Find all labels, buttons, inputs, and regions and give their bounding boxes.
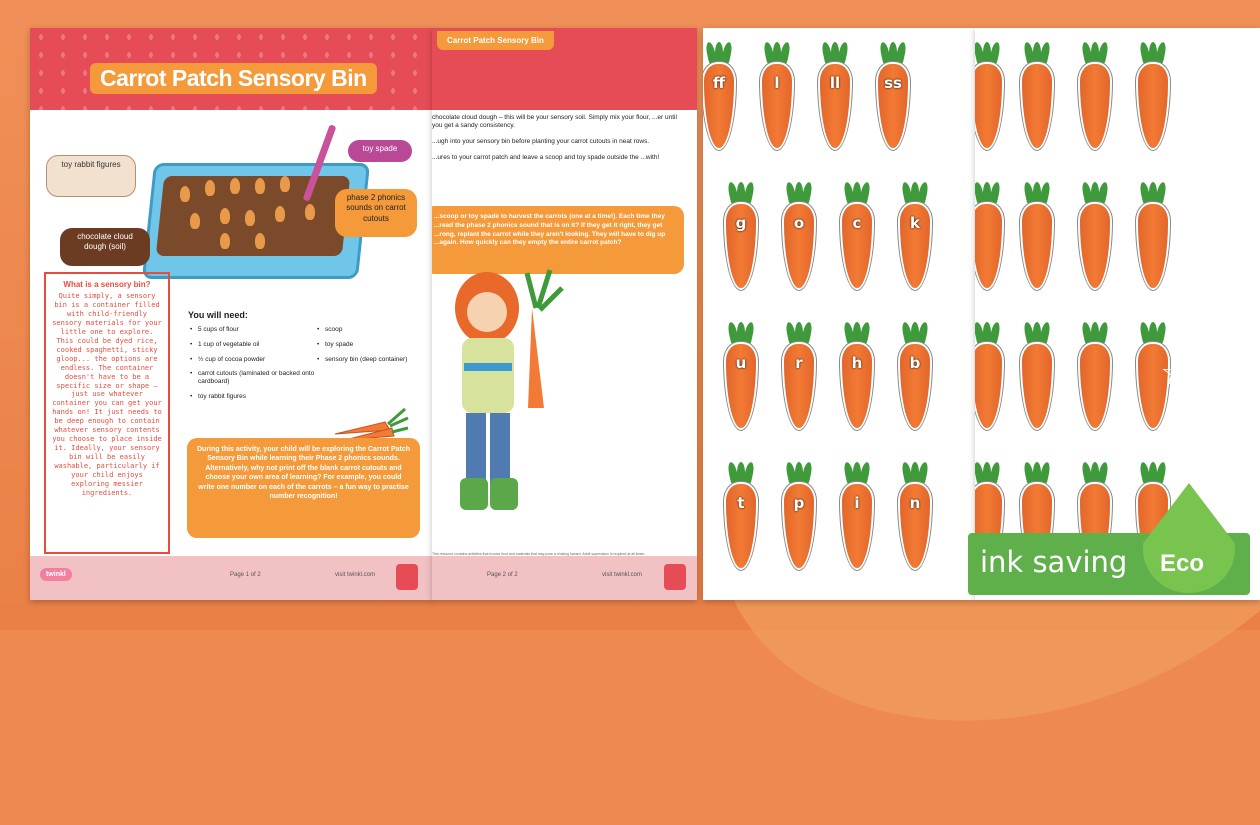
carrot-illustration: [280, 176, 290, 192]
callout-toy-spade: toy spade: [348, 140, 412, 162]
materials-list-2: [317, 326, 427, 370]
footer-url: visit twinkl.com: [335, 572, 376, 578]
carrot-cutout: [891, 318, 939, 430]
carrot-leaf: [859, 321, 871, 344]
instruction-2: ...ugh into your sensory bin before planting your carrot cutouts in neat rows.: [432, 138, 650, 145]
carrot-letter: ll: [829, 74, 841, 92]
carrot-leaf: [859, 181, 871, 204]
carrot-leaf: [989, 41, 1001, 64]
carrot-leaf: [743, 181, 755, 204]
carrot-illustration: [305, 204, 315, 220]
girl-illustration: [432, 268, 572, 548]
star-icon: ☆: [1160, 352, 1193, 393]
carrot-letter: b: [909, 354, 921, 372]
carrot-cutout: [1071, 38, 1119, 150]
carrot-cutout: [775, 458, 823, 570]
page-2: [432, 28, 697, 600]
carrot-illustration: [275, 206, 285, 222]
carrot-leaf: [721, 41, 733, 64]
carrot-cutout: [775, 318, 823, 430]
carrot-cutout: [717, 458, 765, 570]
carrot-cutout: [703, 38, 743, 150]
sensory-bin-info-box: [44, 272, 170, 554]
carrot-cutout: [891, 178, 939, 290]
carrot-leaf: [1097, 41, 1109, 64]
page-number: Page 2 of 2: [487, 572, 518, 578]
carrot-letter: c: [852, 214, 862, 232]
carrot-letter: g: [735, 214, 747, 232]
carrot-illustration: [205, 180, 215, 196]
carrot-letter: n: [909, 494, 921, 512]
small-print: This resource contains activities that involve food and materials that may pose a choking hazard. Adult supervision is required at all times.: [432, 552, 646, 556]
carrot-cutout: [1129, 38, 1177, 150]
carrot-cutout: [717, 318, 765, 430]
badge-icon: [664, 564, 686, 590]
carrot-root: [1080, 204, 1110, 288]
carrot-leaf: [917, 321, 929, 344]
carrot-root: [975, 204, 1002, 288]
carrot-root: [1138, 204, 1168, 288]
carrot-leaf: [989, 461, 1001, 484]
list-item: • 5 cups of flour: [190, 326, 315, 334]
carrot-leaf: [801, 461, 813, 484]
star-icon: ☆: [1225, 253, 1251, 284]
carrot-root: [975, 344, 1002, 428]
carrot-cutout: [1013, 178, 1061, 290]
carrot-illustration: [220, 208, 230, 224]
carrot-leaf: [1039, 321, 1051, 344]
carrot-root: [1022, 204, 1052, 288]
carrot-root: [1022, 64, 1052, 148]
instruction-1: chocolate cloud dough – this will be your sensory soil. Simply mix your flour, ...er until you get a sandy consistency.: [432, 114, 677, 130]
carrot-cutout: [1013, 38, 1061, 150]
carrot-root: [975, 64, 1002, 148]
list-item: • toy rabbit figures: [190, 393, 315, 401]
carrot-leaf: [1039, 181, 1051, 204]
page-number: Page 1 of 2: [230, 572, 261, 578]
carrot-leaf: [1039, 461, 1051, 484]
carrot-cutout: [811, 38, 859, 150]
carrot-leaf: [801, 321, 813, 344]
carrot-letter: u: [735, 354, 747, 372]
carrot-cutout: [975, 38, 1011, 150]
carrot-cutout: [869, 38, 917, 150]
carrot-letter: h: [851, 354, 863, 372]
page-4-blank-carrots: [975, 28, 1260, 600]
carrot-cutout: [975, 318, 1011, 430]
twinkl-logo: twinkl: [40, 568, 72, 581]
carrot-cutout: [833, 178, 881, 290]
badge-icon: [396, 564, 418, 590]
carrot-illustration: [255, 178, 265, 194]
carrot-leaf: [989, 181, 1001, 204]
sensory-box-text: Quite simply, a sensory bin is a container filled with child-friendly sensory materials for your little one to explore. This could be dyed rice, cooked spaghetti, sticky gloop... the options are endless. The container doesn't have to be a specific size or shape – just use whatever container you can get your hands on! It just needs to be deep enough to contain whatever sensory contents you choose to place inside it. Ideally, your sensory bin will be easily washable, particularly if your child enjoys exploring messier ingredients.: [52, 292, 162, 497]
carrot-letter: o: [793, 214, 805, 232]
callout-dough: chocolate cloud dough (soil): [60, 228, 150, 266]
carrot-leaf: [989, 321, 1001, 344]
footer-url: visit twinkl.com: [602, 572, 643, 578]
carrot-illustration: [230, 178, 240, 194]
carrot-leaf: [801, 181, 813, 204]
carrot-illustration: [245, 210, 255, 226]
carrot-cutout: [717, 178, 765, 290]
carrot-leaf: [859, 461, 871, 484]
carrot-cutout: [833, 458, 881, 570]
carrot-letter: k: [910, 214, 920, 232]
carrot-cutout: [1071, 178, 1119, 290]
carrot-leaf: [917, 461, 929, 484]
carrot-illustration: [220, 233, 230, 249]
page-2-tab: Carrot Patch Sensory Bin: [437, 31, 554, 50]
list-item: • 1 cup of vegetable oil: [190, 341, 315, 349]
you-will-need-heading: You will need:: [188, 310, 248, 320]
page-2-footer: [432, 556, 697, 600]
carrot-illustration: [190, 213, 200, 229]
carrot-leaf: [1039, 41, 1051, 64]
carrot-leaf: [743, 461, 755, 484]
carrot-cutout: [753, 38, 801, 150]
carrot-leaf: [837, 41, 849, 64]
callout-toy-rabbit: toy rabbit figures: [46, 155, 136, 197]
carrot-letter: r: [795, 354, 803, 372]
carrot-leaf: [1155, 181, 1167, 204]
carrot-leaf: [743, 321, 755, 344]
carrot-cutout: [1129, 178, 1177, 290]
star-icon: ☆: [1190, 437, 1223, 478]
list-item: • toy spade: [317, 341, 427, 349]
list-item: • ½ cup of cocoa powder: [190, 356, 315, 364]
carrot-letter: t: [737, 494, 745, 512]
carrot-leaf: [1155, 321, 1167, 344]
carrot-cutout: [833, 318, 881, 430]
carrot-leaf: [1097, 181, 1109, 204]
page-title: Carrot Patch Sensory Bin: [90, 63, 377, 94]
carrot-leaf: [895, 41, 907, 64]
page-1: [30, 28, 433, 600]
eco-text: ink saving: [980, 545, 1128, 579]
carrot-illustration: [255, 233, 265, 249]
carrot-letter: i: [854, 494, 860, 512]
carrot-letter: p: [793, 494, 805, 512]
carrot-letter: l: [774, 74, 780, 92]
carrot-root: [1022, 344, 1052, 428]
list-item: • scoop: [317, 326, 427, 334]
carrot-root: [1080, 344, 1110, 428]
page-1-footer: [30, 556, 433, 600]
carrot-leaf: [1097, 321, 1109, 344]
instruction-3: ...ures to your carrot patch and leave a scoop and toy spade outside the ...with!: [432, 154, 660, 161]
list-item: • carrot cutouts (laminated or backed onto cardboard): [190, 370, 315, 386]
callout-phonics: phase 2 phonics sounds on carrot cutouts: [335, 189, 417, 237]
activity-info-box: During this activity, your child will be exploring the Carrot Patch Sensory Bin while learning their Phase 2 phonics sounds. Alternatively, why not print off the blank carrot cutouts and choose your own area of learning? For example, you could write one number on each of the carrots – a fun way to practise number recognition!: [187, 438, 420, 538]
instruction-info-box: ...scoop or toy spade to harvest the carrots (one at a time!). Each time they ...read the phase 2 phonics sound that is on it? If they get it right, they get ...rong, replant the carrot while they aren't looking. They will have to dig up ...again. How quickly can they empty the entire carrot patch?: [432, 206, 684, 274]
carrot-cutout: [1071, 318, 1119, 430]
page-3-carrot-cutouts: [703, 28, 975, 600]
carrot-root: [1080, 64, 1110, 148]
carrot-leaf: [917, 181, 929, 204]
carrot-illustration: [180, 186, 190, 202]
carrot-root: [1138, 64, 1168, 148]
carrot-cutout: [891, 458, 939, 570]
sensory-box-title: What is a sensory bin?: [63, 280, 151, 289]
carrot-leaf: [1155, 461, 1167, 484]
carrot-cutout: [1013, 318, 1061, 430]
carrot-letter: ff: [712, 74, 726, 92]
carrot-leaf: [779, 41, 791, 64]
carrot-leaf: [1155, 41, 1167, 64]
carrot-cutout: [975, 178, 1011, 290]
list-item: • sensory bin (deep container): [317, 356, 427, 364]
eco-label: Eco: [1160, 550, 1205, 577]
materials-list-1: [190, 326, 315, 408]
carrot-leaf: [1097, 461, 1109, 484]
carrot-letter: ss: [884, 74, 902, 92]
carrot-cutout: [775, 178, 823, 290]
